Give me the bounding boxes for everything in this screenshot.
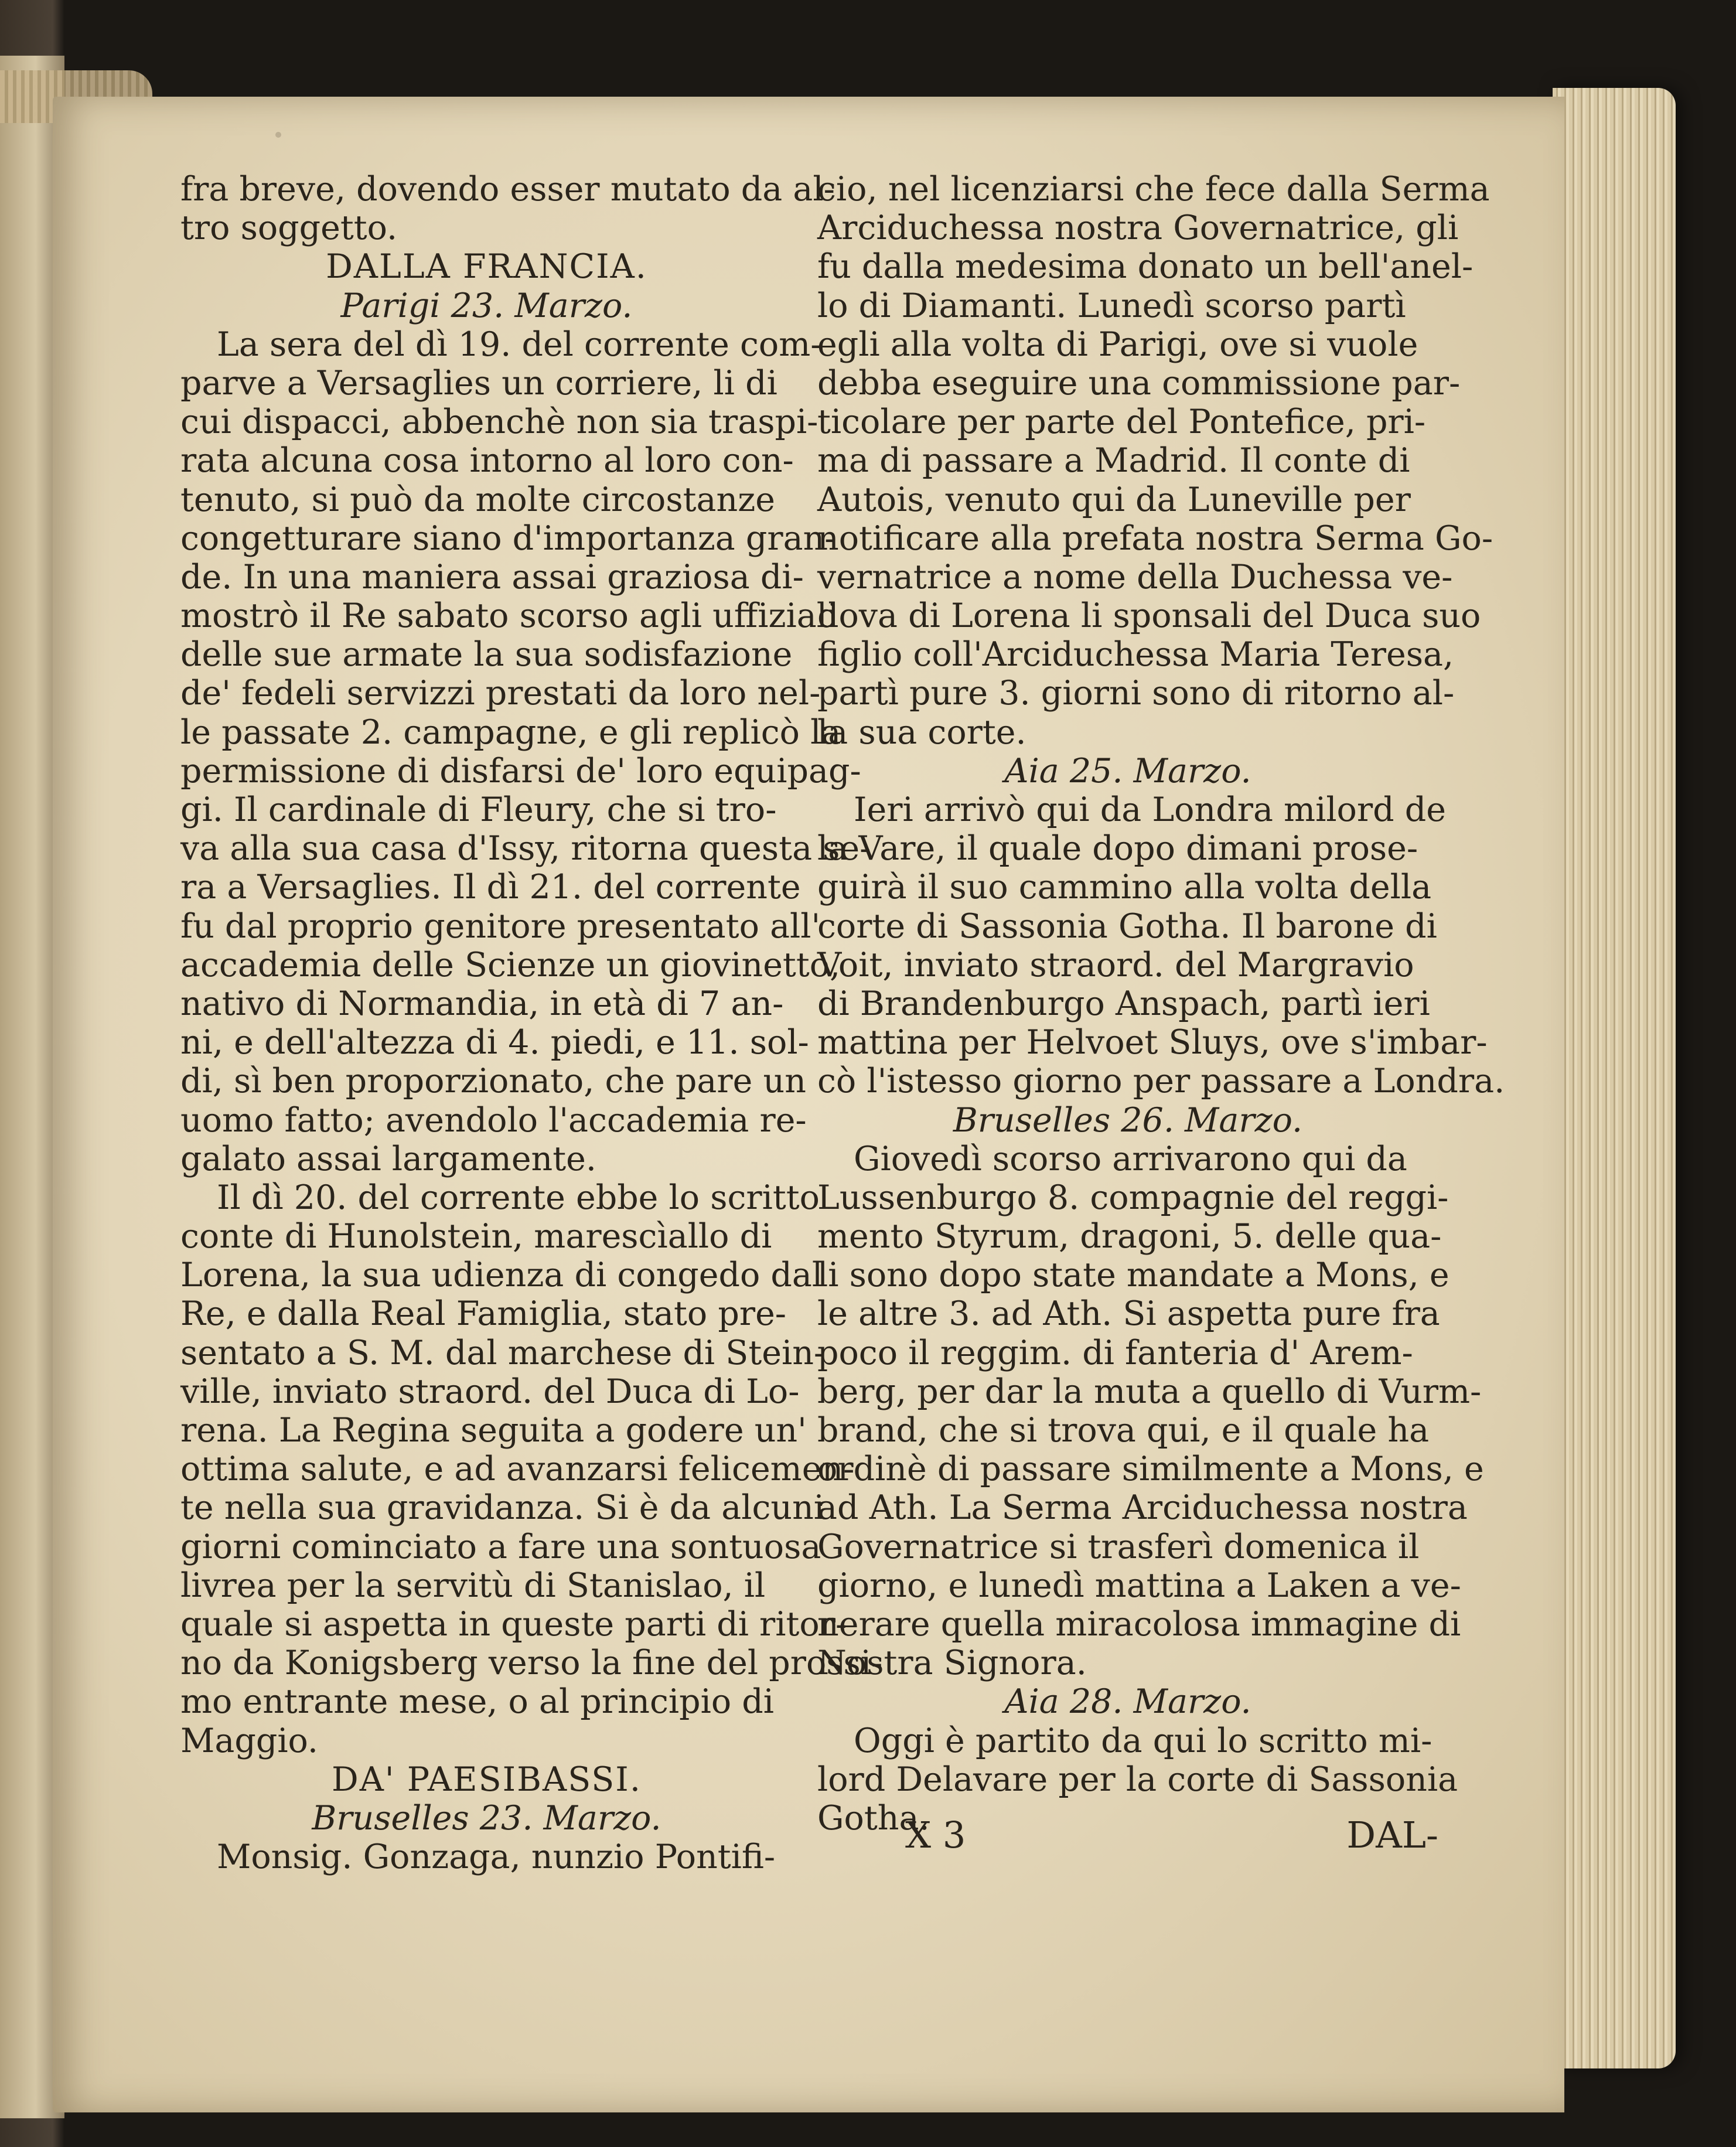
dateline: Aia 28. Marzo. [1004,1682,1251,1722]
text-line: li sono dopo state mandate a Mons, e [817,1256,1449,1295]
text-line: Arciduchessa nostra Governatrice, gli [817,209,1459,248]
text-line: ni, e dell'altezza di 4. piedi, e 11. sol- [180,1023,809,1062]
dateline: Bruselles 23. Marzo. [312,1798,661,1838]
text-line: le altre 3. ad Ath. Si aspetta pure fra [817,1294,1440,1334]
page-edges [1553,88,1676,2068]
text-line: Gotha. [817,1798,930,1838]
text-line: rata alcuna cosa intorno al loro con- [180,441,794,480]
text-line: fu dal proprio genitore presentato all' [180,906,821,946]
text-line: lord Delavare per la corte di Sassonia [817,1760,1458,1799]
text-line: Re, e dalla Real Famiglia, stato pre- [180,1294,787,1334]
text-line: cio, nel licenziarsi che fece dalla Serma [817,170,1490,209]
pencil-mark [275,132,281,138]
text-line: poco il reggim. di fanteria d' Arem- [817,1333,1413,1372]
text-line: Il dì 20. del corrente ebbe lo scritto [217,1178,820,1217]
text-line: galato assai largamente. [180,1139,597,1178]
text-line: guirà il suo cammino alla volta della [817,868,1432,907]
dateline: Parigi 23. Marzo. [340,286,633,325]
text-line: gi. Il cardinale di Fleury, che si tro- [180,790,777,829]
text-line: nativo di Normandia, in età di 7 an- [180,984,784,1023]
text-line: La sera del dì 19. del corrente com- [217,325,822,364]
right-column [817,170,1505,1838]
text-line: lo di Diamanti. Lunedì scorso partì [817,286,1406,325]
text-line: ville, inviato straord. del Duca di Lo- [180,1372,800,1411]
text-line: permissione di disfarsi de' loro equipag- [180,751,861,790]
text-line: notificare alla prefata nostra Serma Go- [817,519,1493,558]
text-line: Oggi è partito da qui lo scritto mi- [854,1721,1433,1760]
text-line: fra breve, dovendo esser mutato da al- [180,170,835,209]
text-line: livrea per la servitù di Stanislao, il [180,1566,766,1605]
text-line: Giovedì scorso arrivarono qui da [854,1139,1407,1178]
text-line: Governatrice si trasferì domenica il [817,1527,1420,1566]
text-line: de. In una maniera assai graziosa di- [180,557,804,597]
dateline: Aia 25. Marzo. [1004,751,1251,790]
text-line: tro soggetto. [180,209,398,248]
text-line: rena. La Regina seguita a godere un' [180,1411,807,1450]
text-line: accademia delle Scienze un giovinetto, [180,945,841,984]
text-line: va alla sua casa d'Issy, ritorna questa se- [180,829,871,868]
text-line: debba eseguire una commissione par- [817,363,1461,403]
catchword: DAL- [1346,1814,1438,1856]
text-line: ticolare per parte del Pontefice, pri- [817,403,1426,442]
text-line: partì pure 3. giorni sono di ritorno al- [817,674,1455,713]
text-line: te nella sua gravidanza. Si è da alcuni [180,1488,825,1528]
text-line: Lorena, la sua udienza di congedo dal [180,1256,823,1295]
text-line: giorni cominciato a fare una sontuosa [180,1527,821,1566]
signature-mark: X 3 [905,1814,966,1856]
text-line: congetturare siano d'importanza gran- [180,519,836,558]
text-line: nerare quella miracolosa immagine di [817,1604,1461,1644]
text-line: di, sì ben proporzionato, che pare un [180,1062,806,1101]
text-line: ma di passare a Madrid. Il conte di [817,441,1410,480]
text-line: tenuto, si può da molte circostanze [180,480,775,519]
text-line: mo entrante mese, o al principio di [180,1682,775,1722]
text-line: berg, per dar la muta a quello di Vurm- [817,1372,1482,1411]
text-line: Ieri arrivò qui da Londra milord de [854,790,1446,829]
text-line: cui dispacci, abbenchè non sia traspi- [180,403,818,442]
text-line: brand, che si trova qui, e il quale ha [817,1411,1430,1450]
text-line: Monsig. Gonzaga, nunzio Pontifi- [217,1838,776,1877]
text-line: de' fedeli servizzi prestati da loro nel- [180,674,821,713]
text-line: no da Konigsberg verso la fine del prossi- [180,1644,883,1683]
text-line: fu dalla medesima donato un bell'anel- [817,247,1474,287]
text-line: cò l'istesso giorno per passare a Londra. [817,1062,1505,1101]
text-line: ottima salute, e ad avanzarsi felicemen- [180,1450,855,1489]
text-line: mattina per Helvoet Sluys, ove s'imbar- [817,1023,1488,1062]
text-line: vernatrice a nome della Duchessa ve- [817,557,1453,597]
text-line: conte di Hunolstein, marescìallo di [180,1217,772,1256]
text-line: ordinè di passare similmente a Mons, e [817,1450,1484,1489]
text-line: la sua corte. [817,713,1026,752]
section-heading: DA' PAESIBASSI. [332,1760,642,1799]
text-line: ad Ath. La Serma Arciduchessa nostra [817,1488,1468,1528]
text-line: Maggio. [180,1721,318,1760]
text-line: Voit, inviato straord. del Margravio [817,945,1414,984]
text-line: figlio coll'Arciduchessa Maria Teresa, [817,635,1454,674]
text-line: la Vare, il quale dopo dimani prose- [817,829,1418,868]
text-line: uomo fatto; avendolo l'accademia re- [180,1100,807,1140]
text-line: di Brandenburgo Anspach, partì ieri [817,984,1430,1023]
text-line: quale si aspetta in queste parti di ritor- [180,1604,847,1644]
text-line: parve a Versaglies un corriere, li di [180,363,777,403]
text-line: dova di Lorena li sponsali del Duca suo [817,597,1481,636]
text-line: ra a Versaglies. Il dì 21. del corrente [180,868,801,907]
text-line: mento Styrum, dragoni, 5. delle qua- [817,1217,1442,1256]
text-line: sentato a S. M. dal marchese di Stein- [180,1333,826,1372]
text-line: corte di Sassonia Gotha. Il barone di [817,906,1437,946]
text-line: Autois, venuto qui da Luneville per [817,480,1411,519]
page-footer [817,1814,1438,1855]
text-line: giorno, e lunedì mattina a Laken a ve- [817,1566,1461,1605]
text-line: delle sue armate la sua sodisfazione [180,635,793,674]
text-line: Lussenburgo 8. compagnie del reggi- [817,1178,1449,1217]
text-line: le passate 2. campagne, e gli replicò la [180,713,841,752]
text-line: egli alla volta di Parigi, ove si vuole [817,325,1418,364]
text-line: Nostra Signora. [817,1644,1087,1683]
text-line: mostrò il Re sabato scorso agli uffiziali [180,597,838,636]
section-heading: DALLA FRANCIA. [326,247,647,287]
dateline: Bruselles 26. Marzo. [953,1100,1303,1140]
